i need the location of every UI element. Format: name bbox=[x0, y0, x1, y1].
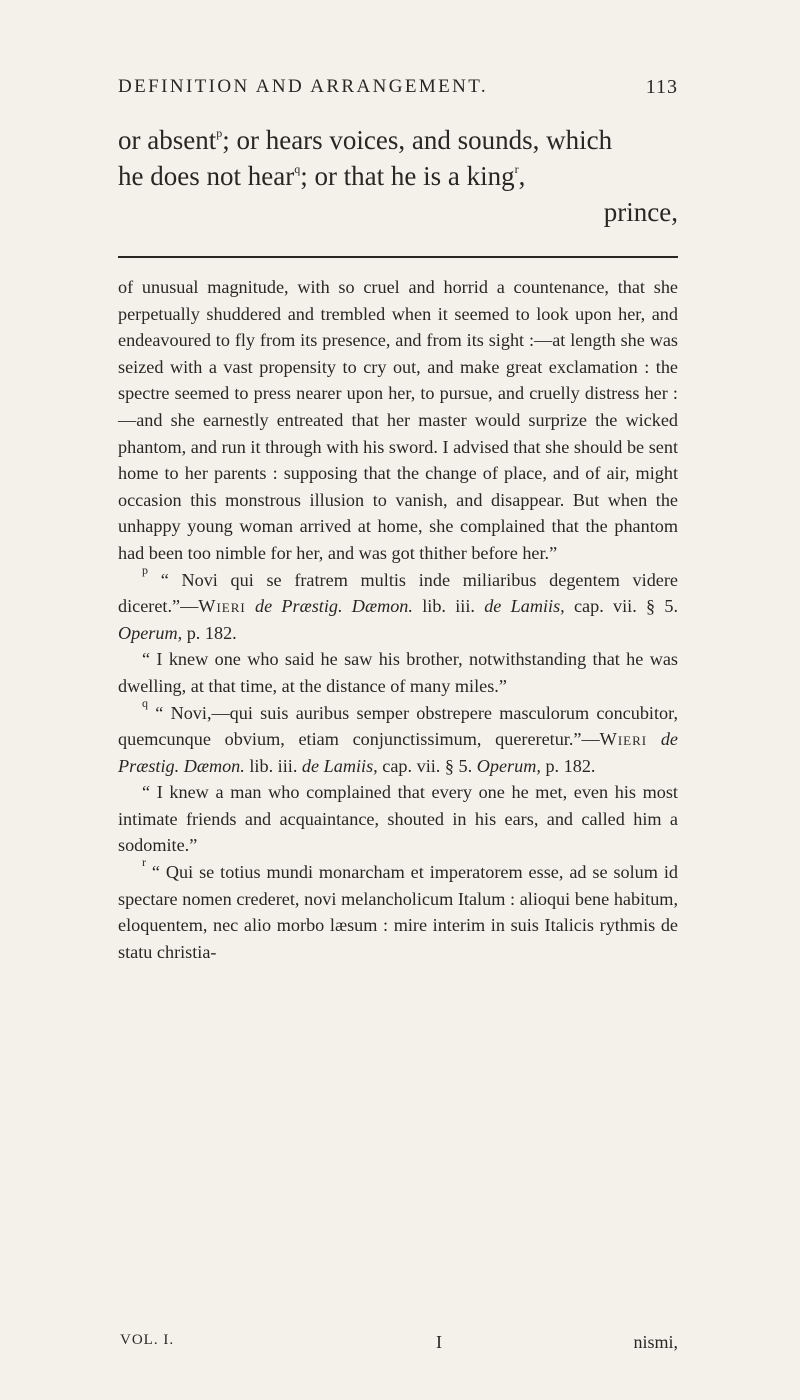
footnote-text: “ Novi,—qui suis auribus semper obstrepere masculorum concubitor, quemcunque obvium, etiam conjunctissimum, quereretur.”— bbox=[118, 702, 679, 750]
footnote-mark: q bbox=[142, 695, 148, 710]
footnote-text: “ Qui se totius mundi monarcham et imperatorem esse, ad se solum id spectare nomen crederet, novi melancholicum Italum : alioqui bene habitum, eloquentem, nec alio morbo læsum : mire interim in suis Italicis rythmis de statu christia- bbox=[118, 862, 678, 962]
main-line bbox=[118, 122, 678, 158]
footnote-translation: “ I knew a man who complained that every one he met, even his most intimate friends and acquaintance, shouted in his ears, and called him a sodomite.” bbox=[118, 782, 678, 856]
footnote-author: Wieri bbox=[198, 596, 246, 617]
footnote-mark: r bbox=[142, 855, 146, 870]
footnote-text: p. 182. bbox=[186, 622, 237, 643]
footnote-translation: “ I knew one who said he saw his brother, notwithstanding that he was dwelling, at that time, at the distance of many miles.” bbox=[118, 649, 678, 696]
footnote-text: lib. iii. bbox=[422, 596, 475, 617]
footnote-ref-q: q bbox=[294, 162, 301, 176]
running-title: DEFINITION AND ARRANGEMENT. bbox=[118, 76, 489, 97]
footnote-mark: p bbox=[142, 562, 148, 577]
footnotes bbox=[118, 274, 678, 965]
footnote-work: de Lamiis, bbox=[301, 755, 378, 776]
footnote-author: Wieri bbox=[599, 729, 648, 750]
footnote-divider bbox=[118, 256, 678, 258]
main-text bbox=[118, 122, 678, 230]
footnote-text: cap. vii. § 5. bbox=[382, 755, 473, 776]
footnote-continuation: of unusual magnitude, with so cruel and horrid a countenance, that she perpetually shuddered and trembled when it seemed to look upon her, and endeavoured to fly from its presence, and from its sight :—at length she was seized with a vast propensity to cry out, and make great exclamation : the spectre seemed to press nearer upon her, to pursue, and cruelly distress her :—and she earnestly entreated that her master would surprize the wicked phantom, and run it through with his sword. I advised that she should be sent home to her parents : supposing that the change of place, and of air, might occasion this monstrous illusion to vanish, and disappear. But when the unhappy young woman arrived at home, she complained that the phantom had been too nimble for her, and was got thither before her.” bbox=[118, 277, 678, 563]
main-text-span: ; or that he is a king bbox=[300, 161, 515, 191]
footnote-text: p. 182. bbox=[545, 755, 596, 776]
footnote-work: Operum, bbox=[118, 622, 183, 643]
footnote-work: de Præstig. Dæmon. bbox=[118, 729, 678, 776]
footnote-work: de Præstig. Dæmon. bbox=[254, 596, 413, 617]
volume-label: VOL. I. bbox=[120, 1332, 175, 1348]
footnote-text: “ Novi qui se fratrem multis inde miliaribus degentem videre diceret.”— bbox=[118, 569, 678, 617]
main-line bbox=[118, 158, 678, 194]
main-text-span: , bbox=[518, 161, 526, 191]
page-number: 113 bbox=[645, 76, 678, 98]
main-text-span: or absent bbox=[118, 125, 217, 155]
main-line bbox=[118, 194, 678, 230]
footnote-ref-p: p bbox=[216, 126, 223, 140]
footnote-work: Operum, bbox=[476, 755, 541, 776]
footnote-ref-r: r bbox=[514, 162, 519, 176]
catchword: nismi, bbox=[633, 1332, 678, 1352]
main-text-span: he does not hear bbox=[118, 161, 295, 191]
signature-mark: I bbox=[436, 1332, 442, 1352]
footnote-text: lib. iii. bbox=[249, 755, 298, 776]
footnote-work: de Lamiis, bbox=[484, 596, 565, 617]
footnote-q bbox=[118, 695, 679, 780]
main-text-span: prince, bbox=[603, 197, 678, 227]
footnote-p bbox=[118, 562, 679, 647]
footnote-text: cap. vii. § 5. bbox=[573, 596, 679, 617]
footnote-r bbox=[118, 855, 678, 965]
main-text-span: ; or hears voices, and sounds, which bbox=[222, 125, 613, 155]
